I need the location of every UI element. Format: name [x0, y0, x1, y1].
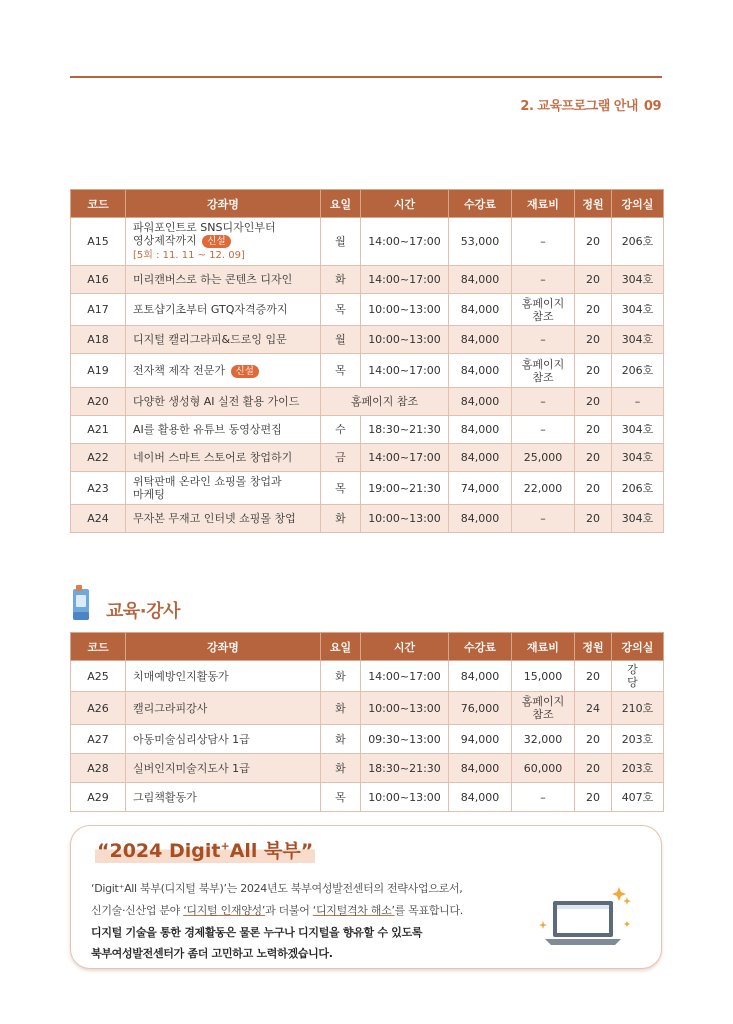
cell-fee: 84,000	[449, 754, 512, 783]
cell-course-name: AI를 활용한 유튜브 동영상편집	[126, 416, 321, 444]
cell-code: A24	[71, 505, 126, 533]
cell-cap: 20	[575, 472, 612, 505]
sparkle-icon	[612, 887, 626, 901]
cell-material: –	[512, 505, 575, 533]
table-row	[71, 218, 664, 266]
top-rule	[70, 76, 662, 78]
column-header: 강의실	[612, 190, 664, 218]
page-header	[520, 95, 661, 114]
cell-cap: 20	[575, 416, 612, 444]
cell-cap: 20	[575, 754, 612, 783]
cell-material: 60,000	[512, 754, 575, 783]
new-badge: 신설	[202, 235, 230, 248]
cell-cap: 20	[575, 388, 612, 416]
cell-course-name: 실버인지미술지도사 1급	[126, 754, 321, 783]
cell-room: 203호	[612, 725, 664, 754]
cell-time: 18:30~21:30	[361, 416, 449, 444]
cell-cap: 20	[575, 505, 612, 533]
cell-fee: 74,000	[449, 472, 512, 505]
cell-room: 304호	[612, 326, 664, 354]
cell-time: 18:30~21:30	[361, 754, 449, 783]
cell-day: 목	[321, 783, 361, 812]
cell-material: –	[512, 388, 575, 416]
promo-line-4: 북부여성발전센터가 좀더 고민하고 노력하겠습니다.	[91, 947, 333, 960]
cell-cap: 20	[575, 725, 612, 754]
column-header: 시간	[361, 633, 449, 661]
cell-code: A20	[71, 388, 126, 416]
cell-day: 화	[321, 725, 361, 754]
cell-day: 월	[321, 218, 361, 266]
cell-room: 304호	[612, 444, 664, 472]
cell-code: A25	[71, 661, 126, 692]
cell-fee: 53,000	[449, 218, 512, 266]
cell-course-name: 전자책 제작 전문가 신설	[126, 354, 321, 388]
cell-room: 304호	[612, 294, 664, 326]
promo-title: “2024 Digit+All 북부”	[95, 836, 315, 863]
cell-code: A19	[71, 354, 126, 388]
session-note: [5회 : 11. 11 ~ 12. 09]	[133, 250, 245, 261]
column-header: 재료비	[512, 190, 575, 218]
cell-material: 32,000	[512, 725, 575, 754]
table-row	[71, 388, 664, 416]
cell-day: 금	[321, 444, 361, 472]
cell-cap: 20	[575, 354, 612, 388]
cell-code: A15	[71, 218, 126, 266]
column-header: 요일	[321, 190, 361, 218]
cell-material: –	[512, 326, 575, 354]
table-row	[71, 354, 664, 388]
new-badge: 신설	[231, 365, 259, 378]
column-header: 정원	[575, 190, 612, 218]
cell-material: –	[512, 783, 575, 812]
cell-code: A23	[71, 472, 126, 505]
cell-time: 10:00~13:00	[361, 692, 449, 725]
promo-line-3: 디지털 기술을 통한 경제활동은 물론 누구나 디지털을 향유할 수 있도록	[91, 926, 423, 939]
cell-room: –	[612, 388, 664, 416]
cell-code: A29	[71, 783, 126, 812]
cell-cap: 20	[575, 326, 612, 354]
cell-room: 203호	[612, 754, 664, 783]
cell-material: 홈페이지 참조	[512, 294, 575, 326]
cell-material: 홈페이지 참조	[512, 354, 575, 388]
cell-day: 목	[321, 354, 361, 388]
cell-code: A17	[71, 294, 126, 326]
column-header: 강좌명	[126, 633, 321, 661]
cell-course-name: 네이버 스마트 스토어로 창업하기	[126, 444, 321, 472]
cell-code: A21	[71, 416, 126, 444]
cell-time: 14:00~17:00	[361, 444, 449, 472]
cell-day: 월	[321, 326, 361, 354]
cell-room: 206호	[612, 472, 664, 505]
column-header: 시간	[361, 190, 449, 218]
promo-line-1: ‘Digit⁺All 북부(디지털 북부)’는 2024년도 북부여성발전센터의 전략사업으로서,	[91, 882, 463, 895]
cell-fee: 84,000	[449, 661, 512, 692]
cell-time: 14:00~17:00	[361, 354, 449, 388]
cell-cap: 24	[575, 692, 612, 725]
cell-fee: 84,000	[449, 505, 512, 533]
promo-line-2: 신기술·신산업 분야 ‘디지털 인재양성’과 더불어 ‘디지털격차 해소’를 목표합니다.	[91, 904, 464, 917]
table-row	[71, 416, 664, 444]
column-header: 코드	[71, 633, 126, 661]
column-header: 강의실	[612, 633, 664, 661]
cell-fee: 84,000	[449, 294, 512, 326]
cell-room: 206호	[612, 218, 664, 266]
cell-day: 화	[321, 692, 361, 725]
section-title: 교육·강사	[106, 601, 180, 622]
cell-time: 10:00~13:00	[361, 294, 449, 326]
cell-fee: 76,000	[449, 692, 512, 725]
cell-cap: 20	[575, 661, 612, 692]
cell-time: 10:00~13:00	[361, 783, 449, 812]
cell-fee: 94,000	[449, 725, 512, 754]
cell-time: 09:30~13:00	[361, 725, 449, 754]
cell-day: 화	[321, 661, 361, 692]
cell-time: 14:00~17:00	[361, 661, 449, 692]
table-row	[71, 725, 664, 754]
cell-course-name: 파워포인트로 SNS디자인부터 영상제작까지 신설 [5회 : 11. 11 ~ 12. 09]	[126, 218, 321, 266]
cell-cap: 20	[575, 444, 612, 472]
cell-material: 22,000	[512, 472, 575, 505]
cell-fee: 84,000	[449, 444, 512, 472]
cell-schedule: 홈페이지 참조	[321, 388, 449, 416]
cell-fee: 84,000	[449, 416, 512, 444]
cell-cap: 20	[575, 783, 612, 812]
cell-room: 407호	[612, 783, 664, 812]
cell-material: 25,000	[512, 444, 575, 472]
cell-time: 19:00~21:30	[361, 472, 449, 505]
cell-course-name: 다양한 생성형 AI 실전 활용 가이드	[126, 388, 321, 416]
cell-time: 10:00~13:00	[361, 326, 449, 354]
cell-room: 304호	[612, 505, 664, 533]
cell-material: 홈페이지 참조	[512, 692, 575, 725]
cell-room: 210호	[612, 692, 664, 725]
laptop-icon	[535, 881, 635, 951]
cell-code: A18	[71, 326, 126, 354]
cell-cap: 20	[575, 294, 612, 326]
table-row	[71, 294, 664, 326]
cell-cap: 20	[575, 266, 612, 294]
cell-room: 304호	[612, 266, 664, 294]
table-row	[71, 783, 664, 812]
table-row	[71, 266, 664, 294]
cell-course-name: 아동미술심리상담사 1급	[126, 725, 321, 754]
column-header: 코드	[71, 190, 126, 218]
table-row	[71, 472, 664, 505]
cell-fee: 84,000	[449, 326, 512, 354]
column-header: 수강료	[449, 190, 512, 218]
course-table-digital	[70, 189, 664, 533]
cell-code: A26	[71, 692, 126, 725]
column-header: 요일	[321, 633, 361, 661]
cell-course-name: 미리캔버스로 하는 콘텐츠 디자인	[126, 266, 321, 294]
section-label: 2. 교육프로그램 안내	[520, 99, 638, 114]
cell-time: 10:00~13:00	[361, 505, 449, 533]
cell-time: 14:00~17:00	[361, 266, 449, 294]
cell-course-name: 캘리그라피강사	[126, 692, 321, 725]
column-header: 수강료	[449, 633, 512, 661]
promo-box	[70, 825, 662, 969]
cell-code: A16	[71, 266, 126, 294]
cell-material: –	[512, 266, 575, 294]
column-header: 재료비	[512, 633, 575, 661]
cell-course-name: 위탁판매 온라인 쇼핑몰 창업과 마케팅	[126, 472, 321, 505]
cell-day: 화	[321, 505, 361, 533]
cell-code: A22	[71, 444, 126, 472]
page-number: 09	[643, 99, 661, 114]
cell-course-name: 무자본 무재고 인터넷 쇼핑몰 창업	[126, 505, 321, 533]
cell-room: 304호	[612, 416, 664, 444]
cell-day: 목	[321, 472, 361, 505]
cell-material: 15,000	[512, 661, 575, 692]
cell-day: 화	[321, 754, 361, 783]
cell-day: 화	[321, 266, 361, 294]
cell-code: A27	[71, 725, 126, 754]
cell-material: –	[512, 218, 575, 266]
cell-fee: 84,000	[449, 388, 512, 416]
course-table-instructor	[70, 632, 664, 812]
table-row	[71, 505, 664, 533]
cell-course-name: 포토샵기초부터 GTQ자격증까지	[126, 294, 321, 326]
cell-fee: 84,000	[449, 783, 512, 812]
cell-course-name: 그림책활동가	[126, 783, 321, 812]
phone-book-icon	[72, 585, 90, 621]
cell-day: 목	[321, 294, 361, 326]
column-header: 정원	[575, 633, 612, 661]
cell-course-name: 치매예방인지활동가	[126, 661, 321, 692]
table-row	[71, 661, 664, 692]
cell-fee: 84,000	[449, 266, 512, 294]
cell-time: 14:00~17:00	[361, 218, 449, 266]
cell-day: 수	[321, 416, 361, 444]
table-row	[71, 444, 664, 472]
column-header: 강좌명	[126, 190, 321, 218]
table-row	[71, 692, 664, 725]
cell-code: A28	[71, 754, 126, 783]
cell-fee: 84,000	[449, 354, 512, 388]
table-row	[71, 326, 664, 354]
cell-room: 206호	[612, 354, 664, 388]
cell-material: –	[512, 416, 575, 444]
cell-cap: 20	[575, 218, 612, 266]
cell-room: 강 당	[612, 661, 664, 692]
cell-course-name: 디지털 캘리그라피&드로잉 입문	[126, 326, 321, 354]
table-row	[71, 754, 664, 783]
